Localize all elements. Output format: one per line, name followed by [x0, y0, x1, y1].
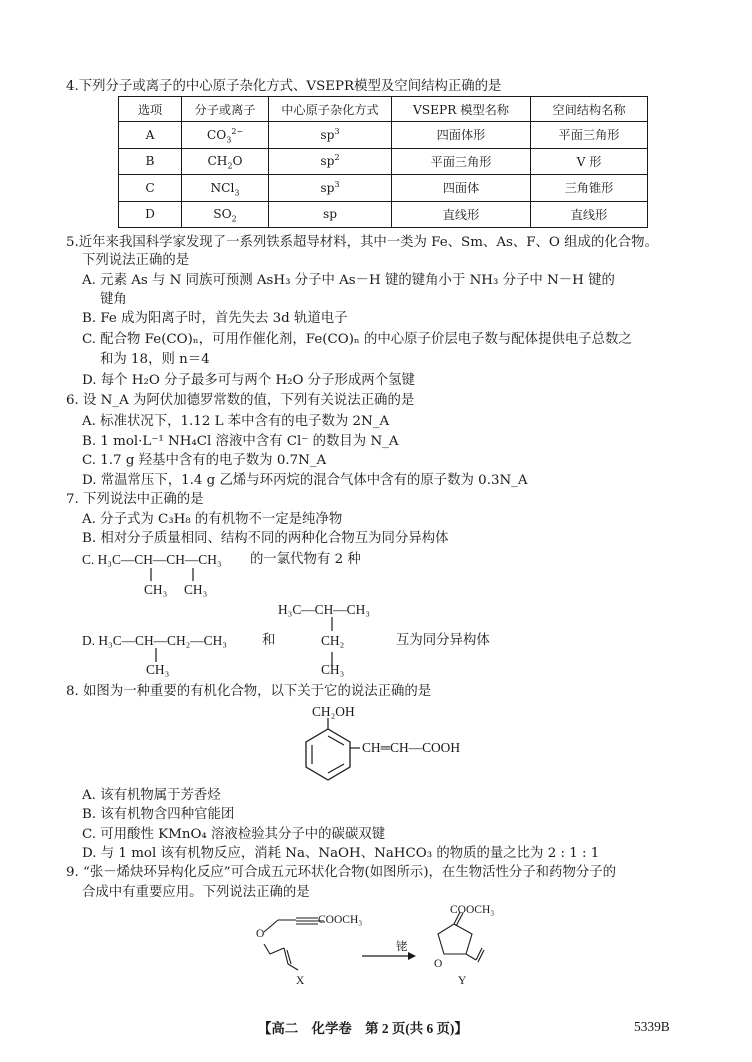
q7-d-right-ch2: CH₂: [321, 633, 345, 648]
q4-row-option: B: [119, 148, 182, 175]
q6-stem: 6. 设 N_A 为阿伏加德罗常数的值，下列有关说法正确的是: [66, 393, 415, 408]
q9-x-ester: COOCH₃: [318, 914, 363, 926]
q5-option-c-line2: 和为 18，则 n＝4: [100, 352, 210, 367]
q4-row-hybridization: $sp^3$: [269, 175, 392, 202]
q8-side-chain: CH═CH—COOH: [362, 740, 461, 755]
q7-option-a: A. 分子式为 C₃H₈ 的有机物不一定是纯净物: [82, 512, 343, 527]
q4-header-shape: 空间结构名称: [531, 97, 648, 122]
q7-d-text: 互为同分异构体: [396, 633, 490, 648]
q4-table-header: [119, 97, 648, 122]
q4-row-vsepr: 平面三角形: [392, 148, 531, 175]
q8-option-d: D. 与 1 mol 该有机物反应，消耗 Na、NaOH、NaHCO₃ 的物质的量之比为 2 : 1 : 1: [82, 846, 600, 861]
q8-ch2oh: CH₂OH: [312, 704, 355, 719]
q6-option-d: D. 常温常压下，1.4 g 乙烯与环丙烷的混合气体中含有的原子数为 0.3N_A: [82, 473, 528, 488]
q9-x-label: X: [296, 975, 305, 987]
q5-option-a-line1: A. 元素 As 与 N 同族可预测 AsH₃ 分子中 As－H 键的键角小于 NH₃ 分子中 N－H 键的: [82, 273, 615, 288]
q4-row-hybridization: $sp^3$: [269, 122, 392, 149]
table-row: [119, 122, 648, 149]
q4-header-hybridization: 中心原子杂化方式: [269, 97, 392, 122]
q7-c-branch-1: CH₃: [144, 582, 168, 597]
q5-option-d: D. 每个 H₂O 分子最多可与两个 H₂O 分子形成两个氢键: [82, 373, 415, 388]
q5-option-a-line2: 键角: [100, 292, 127, 307]
q5-option-c-line1: C. 配合物 Fe(CO)ₙ，可用作催化剂，Fe(CO)ₙ 的中心原子价层电子数与配体提供电子总数之: [82, 332, 632, 347]
q4-row-species: $CO_3^{2-}$: [182, 122, 269, 149]
q4-row-shape: V 形: [531, 148, 648, 175]
table-row: [119, 175, 648, 202]
q9-y-oxygen: O: [434, 958, 443, 970]
q9-catalyst: 铑: [396, 939, 408, 953]
q7-d-left-ch3: CH₃: [146, 662, 170, 677]
q4-header-option: 选项: [119, 97, 182, 122]
q4-row-shape: 平面三角形: [531, 122, 648, 149]
q9-stem-line2: 合成中有重要应用。下列说法正确的是: [82, 885, 310, 900]
q5-stem-line2: 下列说法正确的是: [82, 253, 190, 268]
q9-y-ester: COOCH₃: [450, 904, 495, 916]
q8-option-a: A. 该有机物属于芳香烃: [82, 788, 221, 803]
q7-option-b: B. 相对分子质量相同、结构不同的两种化合物互为同分异构体: [82, 531, 449, 546]
q4-stem: 4.下列分子或离子的中心原子杂化方式、VSEPR模型及空间结构正确的是: [66, 79, 502, 94]
table-row: [119, 148, 648, 175]
q9-y-label: Y: [458, 975, 467, 987]
q7-c-branch-bonds: [140, 568, 220, 582]
q9-x-oxygen: O: [256, 928, 265, 940]
q8-option-c: C. 可用酸性 KMnO₄ 溶液检验其分子中的碳碳双键: [82, 827, 386, 842]
q5-stem-line1: 5.近年来我国科学家发现了一系列铁系超导材料，其中一类为 Fe、Sm、As、F、O 组成的化合物。: [66, 235, 658, 250]
q6-option-a: A. 标准状况下，1.12 L 苯中含有的电子数为 2N_A: [82, 414, 390, 429]
q4-row-hybridization: $sp^2$: [269, 148, 392, 175]
q4-row-option: A: [119, 122, 182, 149]
q4-row-option: D: [119, 201, 182, 228]
q4-row-option: C: [119, 175, 182, 202]
q4-row-shape: 三角锥形: [531, 175, 648, 202]
q4-row-species: NCl$_3$: [182, 175, 269, 202]
q4-header-species: 分子或离子: [182, 97, 269, 122]
q7-stem: 7. 下列说法中正确的是: [66, 492, 204, 507]
footer-page-info: 【高二 化学卷 第 2 页(共 6 页)】: [258, 1021, 468, 1036]
q7-c-branch-2: CH₃: [184, 582, 208, 597]
q4-table: [118, 96, 648, 228]
q4-header-vsepr: VSEPR 模型名称: [392, 97, 531, 122]
q7-d-and: 和: [262, 633, 276, 648]
q5-option-b: B. Fe 成为阳离子时，首先失去 3d 轨道电子: [82, 311, 348, 326]
q7-option-d-formula: D. H₃C—CH—CH₂—CH₃: [82, 633, 227, 648]
q4-row-species: $SO_2$: [182, 201, 269, 228]
q7-d-right-ch3: CH₃: [321, 662, 345, 677]
q4-row-vsepr: 直线形: [392, 201, 531, 228]
q6-option-b: B. 1 mol·L⁻¹ NH₄Cl 溶液中含有 Cl⁻ 的数目为 N_A: [82, 434, 399, 449]
q4-row-hybridization: sp: [269, 201, 392, 228]
q4-row-vsepr: 四面体: [392, 175, 531, 202]
q8-option-b: B. 该有机物含四种官能团: [82, 807, 235, 822]
q4-row-vsepr: 四面体形: [392, 122, 531, 149]
q4-row-shape: 直线形: [531, 201, 648, 228]
q4-row-species: $CH_2O$: [182, 148, 269, 175]
q8-benzene-ring: [292, 718, 362, 784]
table-row: [119, 201, 648, 228]
q8-stem: 8. 如图为一种重要的有机化合物，以下关于它的说法正确的是: [66, 684, 432, 699]
q7-d-right-top: H₃C—CH—CH₃: [278, 602, 370, 617]
q7-option-c-formula: C. H₃C—CH—CH—CH₃: [82, 552, 222, 567]
q9-stem-line1: 9. “张－烯炔环异构化反应”可合成五元环状化合物(如图所示)，在生物活性分子和药物分子的: [66, 865, 617, 880]
q7-option-c-text: 的一氯代物有 2 种: [250, 552, 361, 567]
q6-option-c: C. 1.7 g 羟基中含有的电子数为 0.7N_A: [82, 453, 327, 468]
footer-code: 5339B: [634, 1019, 670, 1034]
